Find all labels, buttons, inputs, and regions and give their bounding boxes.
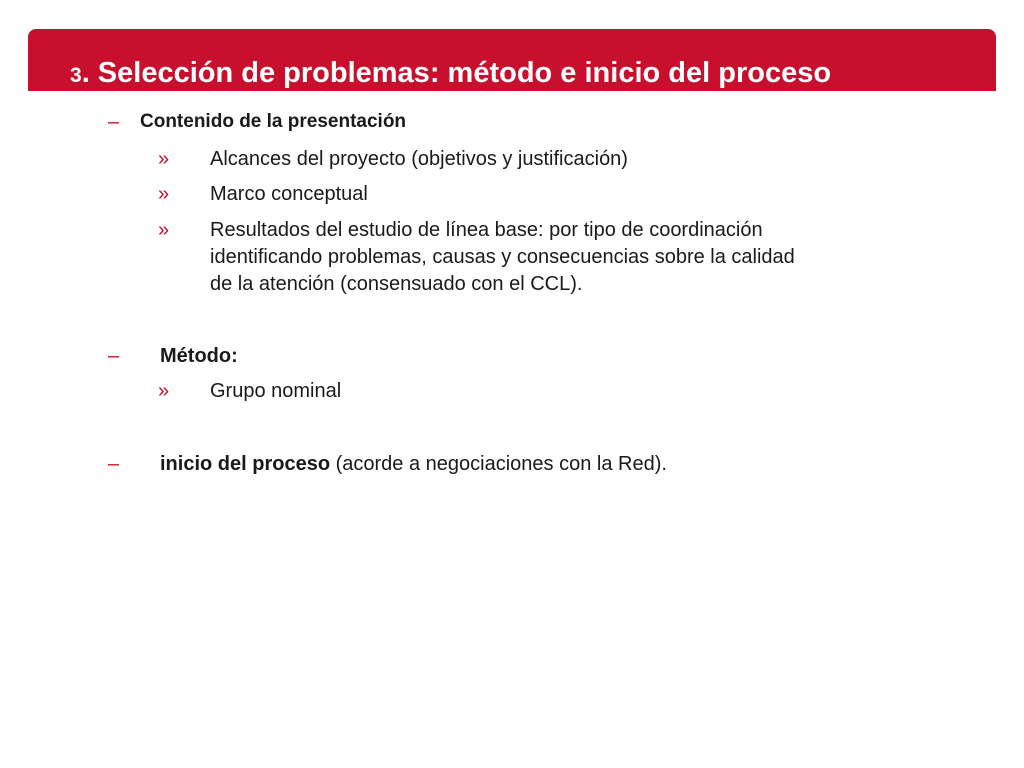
list-item-resultados-line-3: de la atención (consensuado con el CCL). (210, 273, 583, 295)
slide-title (70, 56, 831, 93)
list-item-resultados-line-1: Resultados del estudio de línea base: por tipo de coordinación (210, 219, 763, 241)
list-item-resultados-line-2: identificando problemas, causas y consecuencias sobre la calidad (210, 246, 795, 268)
sub-bullet: » (158, 219, 170, 241)
inicio-proceso-rest: (acorde a negociaciones con la Red). (330, 453, 667, 475)
inicio-proceso-heading: inicio del proceso (160, 453, 331, 475)
sub-bullet: » (158, 148, 170, 170)
list-item-grupo-nominal: Grupo nominal (210, 380, 342, 402)
list-item-marco: Marco conceptual (210, 183, 368, 205)
sub-bullet: » (158, 183, 170, 205)
dash-bullet: – (108, 345, 120, 367)
sub-bullet: » (158, 380, 170, 402)
section-heading-contenido: Contenido de la presentación (140, 111, 407, 132)
section-heading-metodo: Método: (160, 345, 238, 367)
section-inicio-proceso (160, 451, 667, 477)
dash-bullet: – (108, 111, 120, 133)
title-text: . Selección de problemas: método e inicio del proceso (81, 57, 832, 89)
dash-bullet: – (108, 453, 120, 475)
title-number: 3 (70, 64, 82, 87)
list-item-alcances: Alcances del proyecto (objetivos y justificación) (210, 148, 628, 170)
